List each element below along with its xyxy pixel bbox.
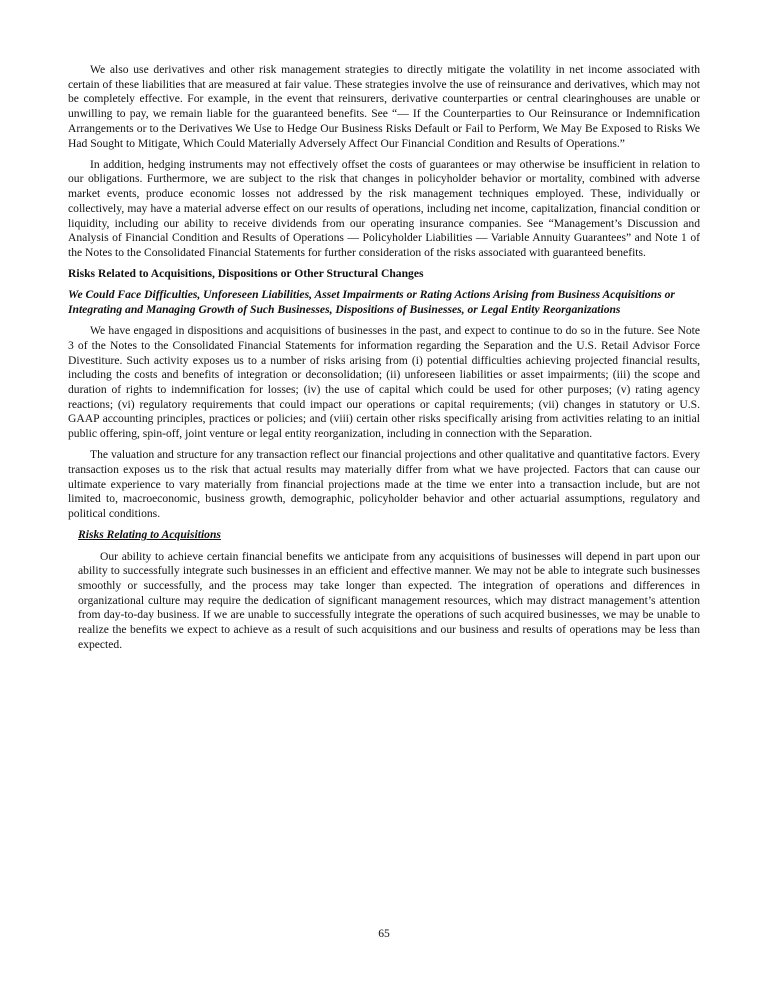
acquisitions-risk-block	[78, 528, 700, 652]
subsection-heading-acquisitions-difficulties: We Could Face Difficulties, Unforeseen Liabilities, Asset Impairments or Rating Actions Arising from Business Acquisitions or Integrating and Managing Growth of Such Businesses, Dispositions of Businesses, or Legal Entity Reorganizations	[68, 288, 675, 317]
sub-heading-risks-relating-to-acquisitions: Risks Relating to Acquisitions	[78, 528, 221, 542]
paragraph-derivatives-risk-management: We also use derivatives and other risk management strategies to directly mitigate the volatility in net income associated with certain of these liabilities that are measured at fair value. These strategies involve the use of reinsurance and derivatives, which may not be completely effective. For example, in the event that reinsurers, derivative counterparties or central clearinghouses are unable or unwilling to pay, we remain liable for the guaranteed benefits. See “— If the Counterparties to Our Reinsurance or Indemnification Arrangements or to the Derivatives We Use to Hedge Our Business Risks Default or Fail to Perform, We May Be Exposed to Risks We Had Sought to Mitigate, Which Could Materially Adversely Affect Our Financial Condition and Results of Operations.”	[68, 63, 700, 150]
paragraph-dispositions-acquisitions: We have engaged in dispositions and acquisitions of businesses in the past, and expect to continue to do so in the future. See Note 3 of the Notes to the Consolidated Financial Statements for information regarding the Separation and the U.S. Retail Advisor Force Divestiture. Such activity exposes us to a number of risks arising from (i) potential difficulties achieving projected financial results, including the costs and benefits of integration or deconsolidation; (ii) unforeseen liabilities or asset impairments; (iii) the scope and duration of rights to indemnification for losses; (iv) the use of capital which could be used for other purposes; (v) rating agency reactions; (vi) regulatory requirements that could impact our operations or capital requirements; (vii) changes in statutory or U.S. GAAP accounting principles, practices or policies; and (viii) certain other risks specifically arising from activities relating to an initial public offering, spin-off, joint venture or legal entity reorganization, including in connection with the Separation.	[68, 324, 700, 441]
document-page	[68, 63, 700, 659]
section-heading-structural-changes: Risks Related to Acquisitions, Dispositions or Other Structural Changes	[68, 267, 424, 281]
paragraph-hedging-instruments: In addition, hedging instruments may not effectively offset the costs of guarantees or may otherwise be insufficient in relation to our obligations. Furthermore, we are subject to the risk that changes in policyholder behavior or mortality, combined with adverse market events, produce economic losses not addressed by the risk management techniques employed. These, individually or collectively, may have a material adverse effect on our results of operations, including net income, capitalization, financial condition or liquidity, including our ability to receive dividends from our operating insurance companies. See “Management’s Discussion and Analysis of Financial Condition and Results of Operations — Policyholder Liabilities — Variable Annuity Guarantees” and Note 1 of the Notes to the Consolidated Financial Statements for further consideration of the risks associated with guaranteed benefits.	[68, 157, 700, 259]
paragraph-integration-benefits: Our ability to achieve certain financial benefits we anticipate from any acquisitions of businesses will depend in part upon our ability to successfully integrate such businesses in an efficient and effective manner. We may not be able to integrate such businesses smoothly or successfully, and the process may take longer than expected. The integration of operations and differences in organizational culture may require the dedication of significant management resources, which may distract management’s attention from day-to-day business. If we are unable to successfully integrate the operations of such acquired businesses, we may be unable to realize the benefits we expect to achieve as a result of such acquisitions and our business and results of operations may be less than expected.	[78, 549, 700, 651]
paragraph-valuation-structure: The valuation and structure for any transaction reflect our financial projections and other qualitative and quantitative factors. Every transaction exposes us to the risk that actual results may materially differ from what we have projected. Factors that can cause our ultimate experience to vary materially from financial projections made at the time we enter into a transaction include, but are not limited to, macroeconomic, business growth, demographic, policyholder behavior and other actuarial assumptions, regulatory and political conditions.	[68, 448, 700, 521]
page-number: 65	[378, 927, 390, 940]
